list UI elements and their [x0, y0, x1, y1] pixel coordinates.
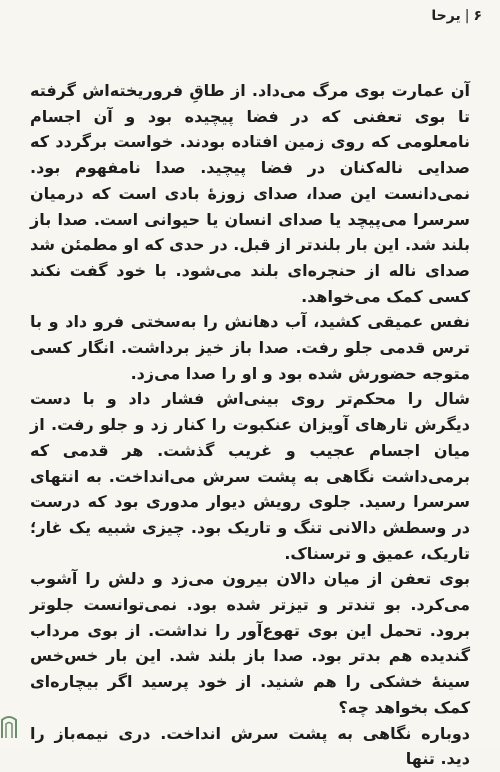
corner-logo-icon [0, 714, 18, 740]
header-separator: | [464, 8, 470, 24]
paragraph-3: شال را محکم‌تر روی بینی‌اش فشار داد و با دست دیگرش تارهای آویزان عنکبوت را کنار زد و جلو رفت. از میان اجسام عجیب و غریب گذشت. هر قدمی که برمی‌داشت نگاهی به پشت سرش می‌انداخت. به انتهای سرسرا رسید. جلوی رویش دیوار مدوری بود که درست در وسطش دالانی تنگ و تاریک بود. چیزی شبیه یک غار؛ تاریک، عمیق و ترسناک. [30, 389, 470, 563]
paragraph-1: آن عمارت بوی مرگ می‌داد. از طاقِ فروریخته‌اش گرفته تا بوی تعفنی که در فضا پیچیده بود و آن اجسام نامعلومی که روی زمین افتاده بودند. خواست برگردد که صدایی ناله‌کنان در فضا پیچید. صدا نامفهوم بود. نمی‌دانست این صدا، صدای زوزهٔ بادی است که درمیان سرسرا می‌پیچد یا صدای انسان یا حیوانی است. صدا باز بلند شد. این بار بلندتر از قبل. در حدی که او مطمئن شد صدای ناله از حنجره‌ای بلند می‌شود. با خود گفت نکند کسی کمک می‌خواهد. [30, 81, 470, 306]
page-header [431, 8, 482, 24]
paragraph-2: نفس عمیقی کشید، آب دهانش را به‌سختی فرو داد و با ترس قدمی جلو رفت. صدا باز خیز برداشت. انگار کسی متوجه حضورش شده بود و او را صدا می‌زد. [30, 312, 470, 383]
paragraph-5: دوباره نگاهی به پشت سرش انداخت. دری نیمه‌باز را دید. تنها [30, 723, 470, 769]
page-number: ۶ [473, 8, 482, 24]
paragraph-4: بوی تعفن از میان دالان بیرون می‌زد و دلش را آشوب می‌کرد. بو تندتر و تیزتر شده بود. نمی‌توانست جلوتر برود. تحمل این بوی تهوع‌آور را نداشت. از بوی مرداب گندیده هم بدتر بود. صدا باز بلند شد. این بار خس‌خس سینهٔ خشکی را هم شنید. از خود پرسید اگر بیچاره‌ای کمک بخواهد چه؟ [30, 569, 470, 717]
book-title: یرحا [431, 8, 461, 24]
body-text [30, 78, 470, 772]
